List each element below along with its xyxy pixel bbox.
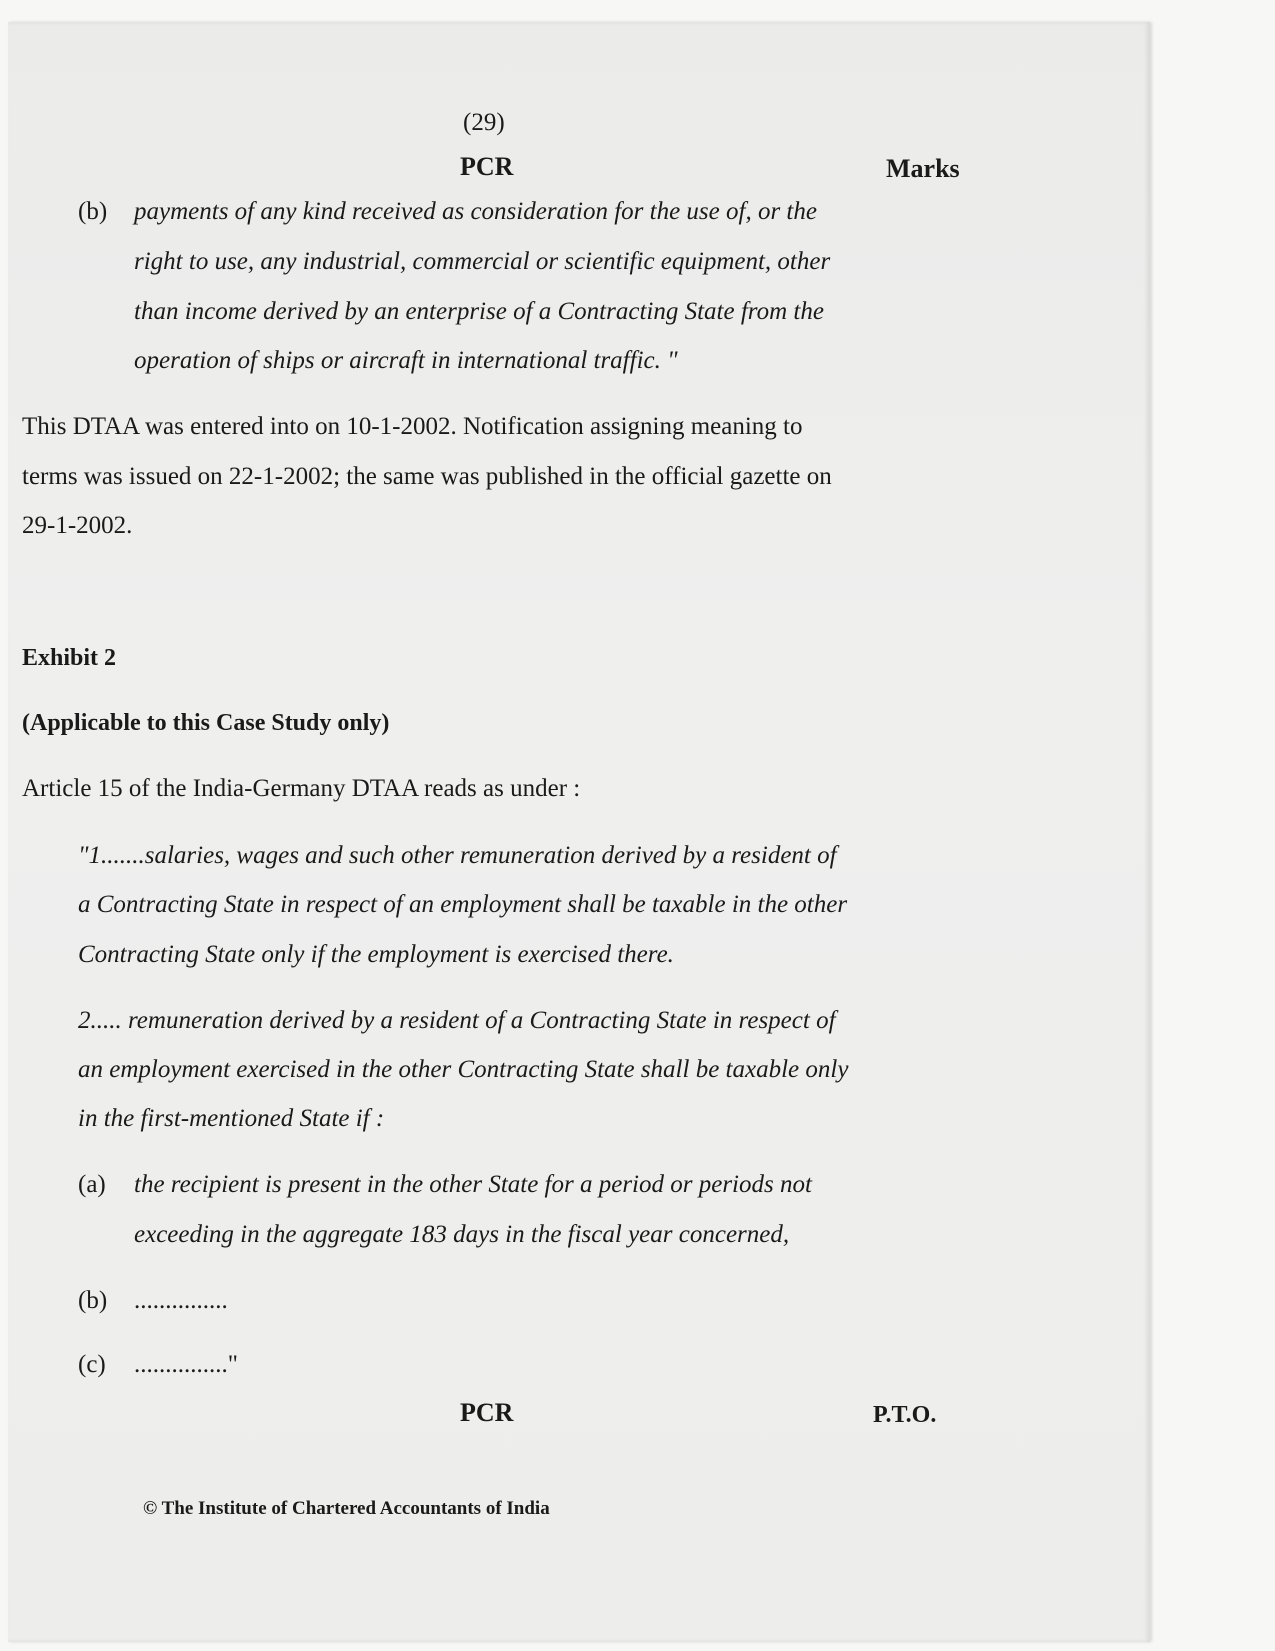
item-c-text: ..............." [134, 1351, 238, 1378]
clause-b-label: (b) [78, 198, 108, 225]
clause-b-line: operation of ships or aircraft in international traffic. " [134, 347, 678, 374]
exhibit-intro: Article 15 of the India-Germany DTAA reads as under : [22, 775, 581, 802]
item-a-line: exceeding in the aggregate 183 days in the fiscal year concerned, [134, 1221, 790, 1248]
clause-b-line: than income derived by an enterprise of a Contracting State from the [134, 298, 824, 325]
page-number: (29) [463, 109, 505, 136]
clause-b-line: payments of any kind received as consideration for the use of, or the [134, 198, 817, 225]
dtaa-note-line: This DTAA was entered into on 10-1-2002. Notification assigning meaning to [22, 413, 803, 440]
item-a-label: (a) [78, 1171, 106, 1198]
exhibit-title: Exhibit 2 [22, 645, 117, 671]
article-para2-line: an employment exercised in the other Contracting State shall be taxable only [78, 1056, 849, 1083]
dtaa-note-line: 29-1-2002. [22, 512, 133, 539]
article-para1-line: Contracting State only if the employment is exercised there. [78, 941, 674, 968]
article-para2-line: 2..... remuneration derived by a resident of a Contracting State in respect of [78, 1007, 836, 1034]
clause-b-line: right to use, any industrial, commercial or scientific equipment, other [134, 248, 831, 275]
marks-label: Marks [886, 154, 960, 183]
pto-label: P.T.O. [873, 1402, 937, 1428]
item-b-label: (b) [78, 1287, 108, 1314]
paper-code-header: PCR [460, 152, 514, 181]
article-para1-line: a Contracting State in respect of an employment shall be taxable in the other [78, 891, 848, 918]
paper-code-footer: PCR [460, 1398, 514, 1427]
item-a-line: the recipient is present in the other State for a period or periods not [134, 1171, 812, 1198]
dtaa-note-line: terms was issued on 22-1-2002; the same was published in the official gazette on [22, 463, 832, 490]
article-para2-line: in the first-mentioned State if : [78, 1105, 385, 1132]
item-b-text: ............... [134, 1287, 228, 1314]
exhibit-subtitle: (Applicable to this Case Study only) [22, 710, 390, 736]
item-c-label: (c) [78, 1351, 106, 1378]
copyright-notice: © The Institute of Chartered Accountants of India [143, 1498, 550, 1519]
article-para1-line: "1.......salaries, wages and such other remuneration derived by a resident of [78, 842, 837, 869]
